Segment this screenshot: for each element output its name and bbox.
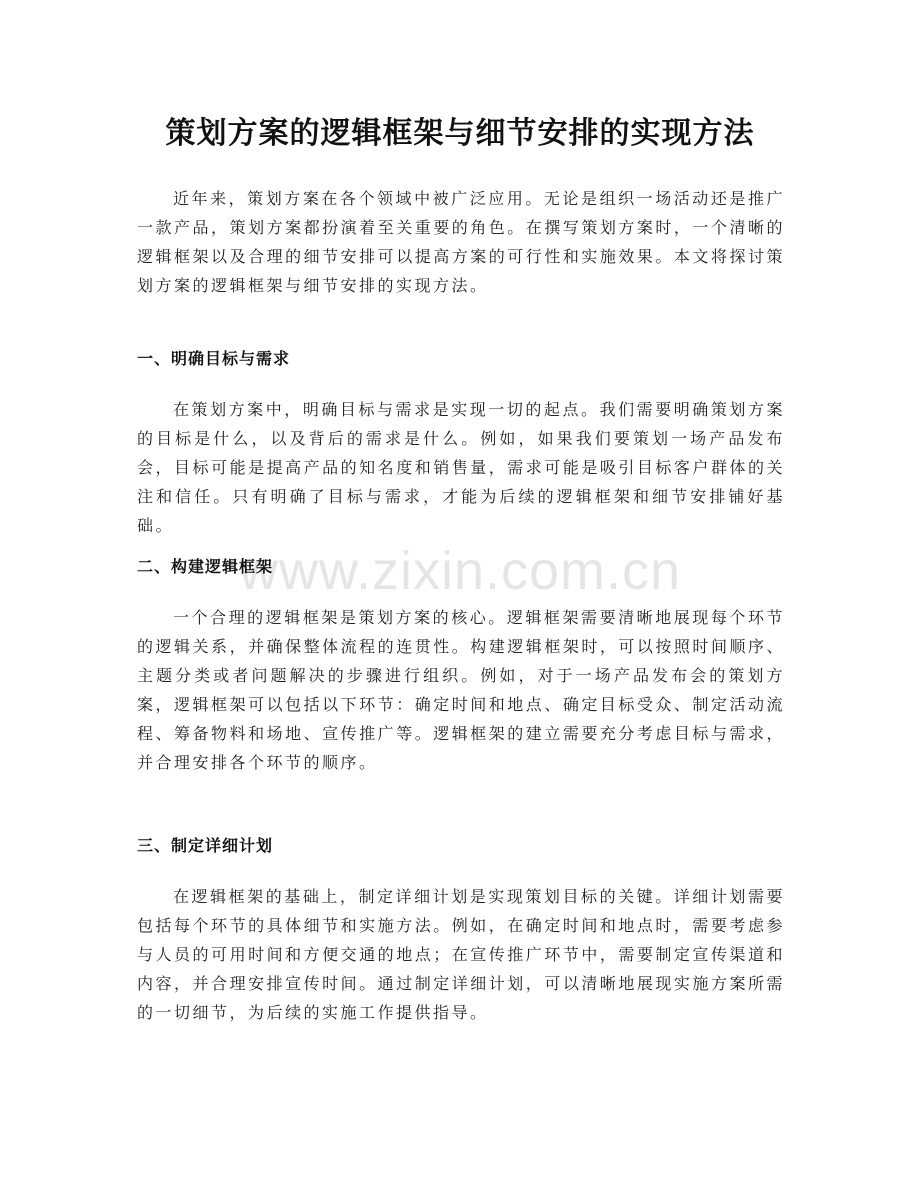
section-heading-2: 二、构建逻辑框架 [137, 557, 274, 576]
document-title: 策划方案的逻辑框架与细节安排的实现方法 [165, 116, 755, 151]
section-body-1: 在策划方案中，明确目标与需求是实现一切的起点。我们需要明确策划方案的目标是什么，以及背后的需求是什么。例如，如果我们要策划一场产品发布会，目标可能是提高产品的知名度和销售量，需求可能是吸引目标客户群体的关注和信任。只有明确了目标与需求，才能为后续的逻辑框架和细节安排铺好基础。 [137, 400, 785, 535]
section-body-3: 在逻辑框架的基础上，制定详细计划是实现策划目标的关键。详细计划需要包括每个环节的具体细节和实施方法。例如，在确定时间和地点时，需要考虑参与人员的可用时间和方便交通的地点；在宣传推广环节中，需要制定宣传渠道和内容，并合理安排宣传时间。通过制定详细计划，可以清晰地展现实施方案所需的一切细节，为后续的实施工作提供指导。 [137, 887, 785, 1022]
section-heading-3: 三、制定详细计划 [137, 836, 274, 855]
section-body-2: 一个合理的逻辑框架是策划方案的核心。逻辑框架需要清晰地展现每个环节的逻辑关系，并确保整体流程的连贯性。构建逻辑框架时，可以按照时间顺序、主题分类或者问题解决的步骤进行组织。例如，对于一场产品发布会的策划方案，逻辑框架可以包括以下环节：确定时间和地点、确定目标受众、制定活动流程、筹备物料和场地、宣传推广等。逻辑框架的建立需要充分考虑目标与需求，并合理安排各个环节的顺序。 [137, 608, 785, 772]
intro-paragraph: 近年来，策划方案在各个领域中被广泛应用。无论是组织一场活动还是推广一款产品，策划方案都扮演着至关重要的角色。在撰写策划方案时，一个清晰的逻辑框架以及合理的细节安排可以提高方案的可行性和实施效果。本文将探讨策划方案的逻辑框架与细节安排的实现方法。 [137, 189, 785, 295]
watermark: www.zixin.com.cn [238, 541, 682, 601]
section-heading-1: 一、明确目标与需求 [137, 349, 291, 368]
